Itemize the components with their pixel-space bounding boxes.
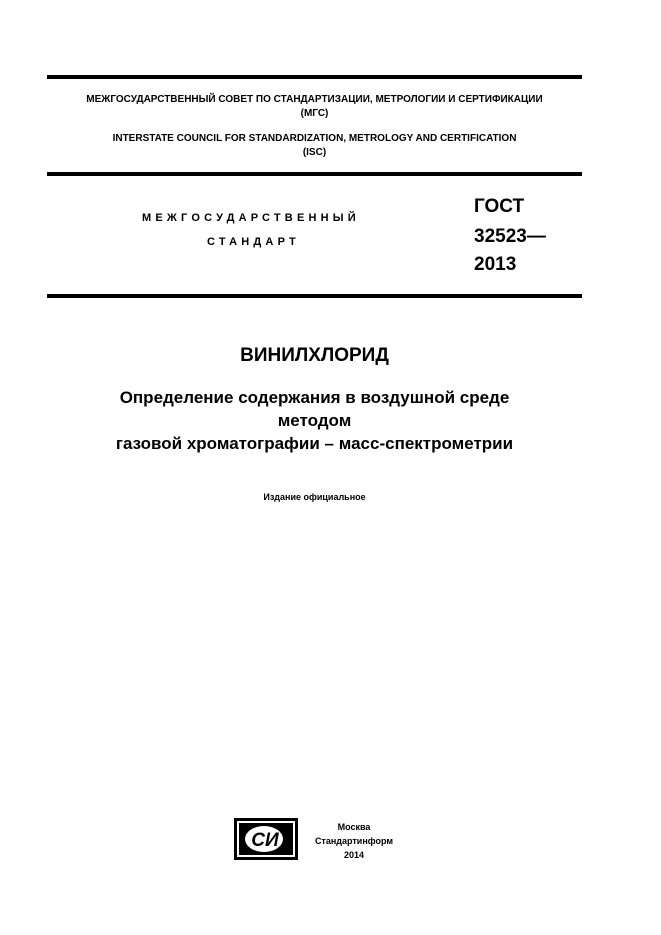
- standard-label: СТАНДАРТ: [207, 236, 300, 248]
- publisher-city: Москва: [337, 822, 371, 832]
- subtitle-line-2: методом: [277, 411, 352, 430]
- publisher-year: 2014: [343, 850, 365, 860]
- gost-number: 32523—: [474, 226, 546, 247]
- gost-prefix: ГОСТ: [474, 196, 525, 217]
- interstate-label: МЕЖГОСУДАРСТВЕННЫЙ: [142, 212, 360, 224]
- publisher-name: Стандартинформ: [314, 836, 394, 846]
- gost-year: 2013: [474, 254, 517, 275]
- council-ru-name: МЕЖГОСУДАРСТВЕННЫЙ СОВЕТ ПО СТАНДАРТИЗАЦИИ, МЕТРОЛОГИИ И СЕРТИФИКАЦИИ: [86, 94, 543, 105]
- subtitle-line-3: газовой хроматографии – масс-спектрометрии: [115, 434, 514, 453]
- header-bottom-rule: [47, 172, 582, 176]
- council-en-name: INTERSTATE COUNCIL FOR STANDARDIZATION, METROLOGY AND CERTIFICATION: [112, 133, 517, 144]
- council-en-abbr: (ISC): [302, 147, 327, 158]
- logo-text: СИ: [251, 830, 279, 851]
- edition-note: Издание официальное: [263, 492, 366, 502]
- top-rule: [47, 75, 582, 79]
- subtitle-line-1: Определение содержания в воздушной среде: [119, 388, 510, 407]
- standard-bottom-rule: [47, 294, 582, 298]
- standartinform-logo-icon: [234, 818, 298, 860]
- document-title: ВИНИЛХЛОРИД: [240, 345, 389, 366]
- council-ru-abbr: (МГС): [300, 108, 329, 119]
